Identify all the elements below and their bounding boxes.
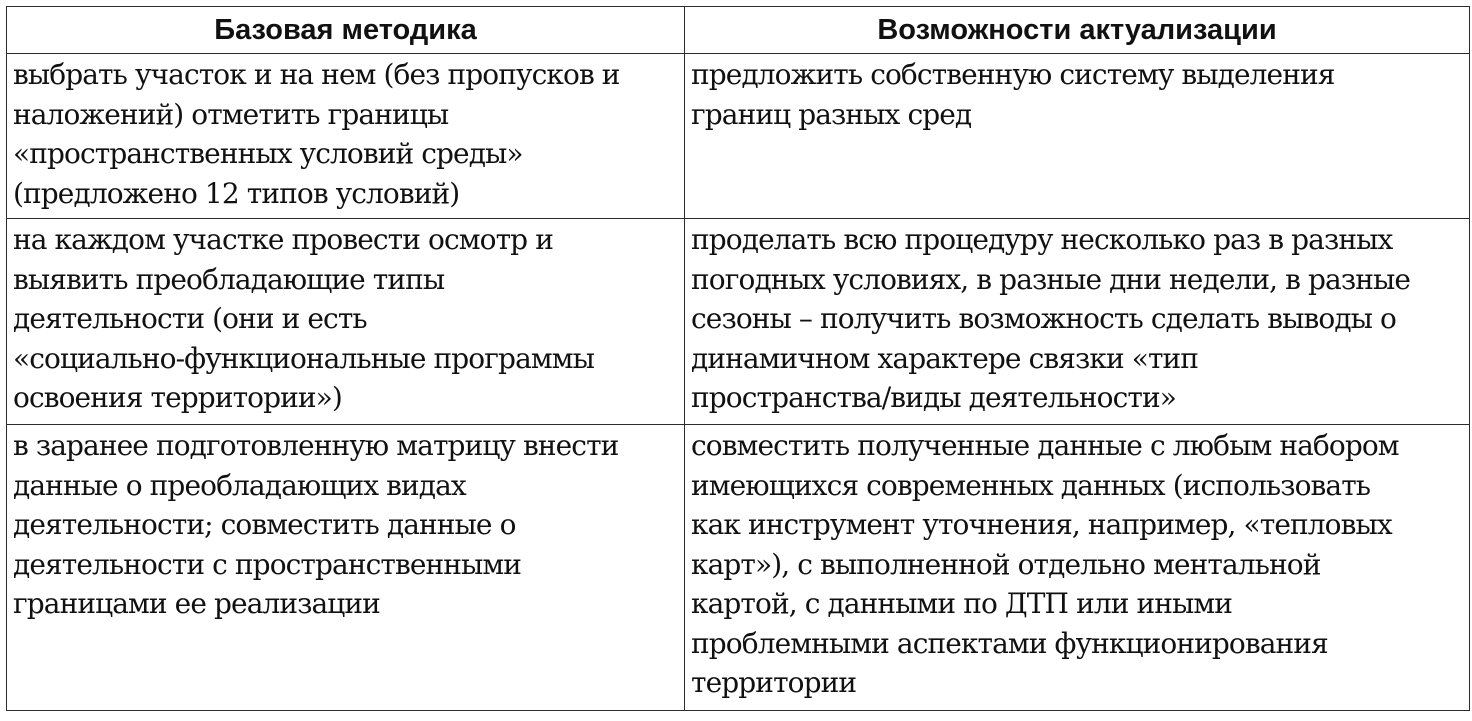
table-row: [7, 425, 1470, 711]
cell-actualization: совместить полученные данные с любым набором имеющихся современных данных (использовать как инструмент уточнения, например, «тепловых карт»), с выполненной отдельно ментальной картой, с данными по ДТП или иными проблемными аспектами функционирования территории: [685, 425, 1470, 711]
cell-base-method: выбрать участок и на нем (без пропусков и наложений) отметить границы «пространственных условий среды» (предложено 12 типов условий): [7, 54, 685, 219]
table-row: [7, 54, 1470, 219]
header-base-method: Базовая методика: [7, 7, 685, 54]
header-row: [7, 7, 1470, 54]
methodology-table: [6, 6, 1470, 711]
header-actualization: Возможности актуализации: [685, 7, 1470, 54]
table-row: [7, 219, 1470, 425]
cell-actualization: предложить собственную систему выделения границ разных сред: [685, 54, 1470, 219]
cell-base-method: на каждом участке провести осмотр и выявить преобладающие типы деятельности (они и есть «социально-функциональные программы освоения территории»): [7, 219, 685, 425]
cell-base-method: в заранее подготовленную матрицу внести данные о преобладающих видах деятельности; совместить данные о деятельности с пространственными границами ее реализации: [7, 425, 685, 711]
cell-actualization: проделать всю процедуру несколько раз в разных погодных условиях, в разные дни недели, в разные сезоны – получить возможность сделать выводы о динамичном характере связки «тип пространства/виды деятельности»: [685, 219, 1470, 425]
